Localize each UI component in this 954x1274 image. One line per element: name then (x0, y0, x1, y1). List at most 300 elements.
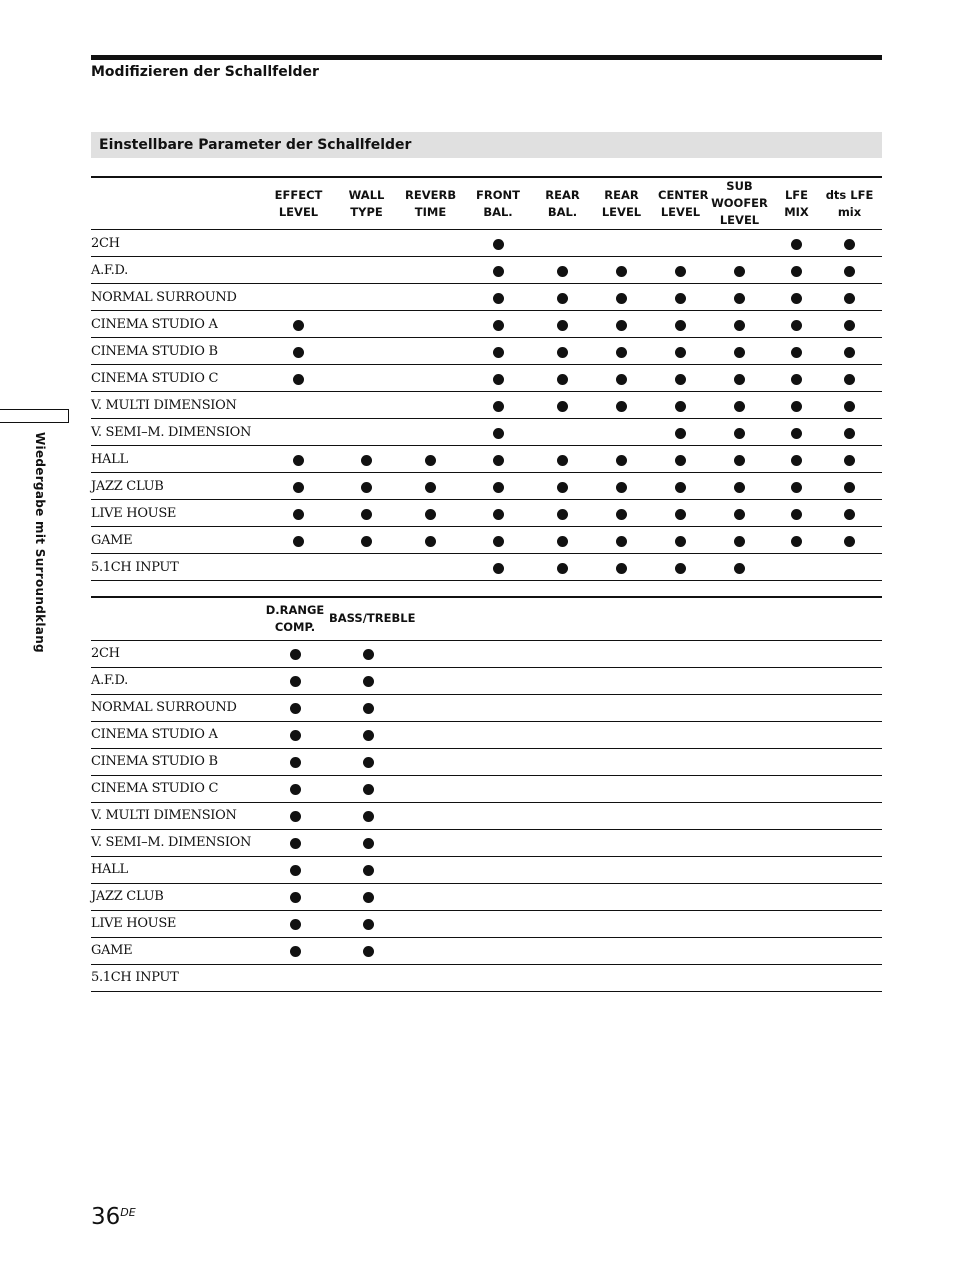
filled-circle-icon (290, 676, 301, 687)
subheader-title: Einstellbare Parameter der Schallfelder (99, 137, 412, 153)
mark-cell (703, 419, 776, 446)
filled-circle-icon (675, 482, 686, 493)
column-header: CENTER LEVEL (658, 177, 703, 230)
filled-circle-icon (616, 320, 627, 331)
filled-circle-icon (290, 892, 301, 903)
filled-circle-icon (791, 428, 802, 439)
mark-cell (658, 284, 703, 311)
filled-circle-icon (293, 320, 304, 331)
mark-cell (328, 338, 405, 365)
row-label: GAME (91, 527, 269, 554)
spacer-cell (407, 721, 882, 748)
table-row (91, 721, 882, 748)
filled-circle-icon (361, 482, 372, 493)
filled-circle-icon (293, 536, 304, 547)
mark-cell (658, 473, 703, 500)
mark-cell (328, 473, 405, 500)
filled-circle-icon (616, 401, 627, 412)
filled-circle-icon (734, 536, 745, 547)
mark-cell (329, 856, 407, 883)
filled-circle-icon (734, 266, 745, 277)
spacer-cell (407, 829, 882, 856)
mark-cell (658, 527, 703, 554)
column-header: WALL TYPE (328, 177, 405, 230)
mark-cell (261, 937, 329, 964)
mark-cell (817, 230, 882, 257)
filled-circle-icon (293, 482, 304, 493)
mark-cell (261, 640, 329, 667)
filled-circle-icon (791, 536, 802, 547)
mark-cell (328, 311, 405, 338)
filled-circle-icon (361, 536, 372, 547)
table-row (91, 284, 882, 311)
mark-cell (817, 473, 882, 500)
parameter-table-1 (91, 176, 882, 581)
filled-circle-icon (363, 865, 374, 876)
filled-circle-icon (493, 428, 504, 439)
filled-circle-icon (493, 509, 504, 520)
row-label: NORMAL SURROUND (91, 284, 269, 311)
mark-cell (456, 365, 540, 392)
table-row (91, 311, 882, 338)
mark-cell (703, 500, 776, 527)
filled-circle-icon (557, 293, 568, 304)
filled-circle-icon (616, 482, 627, 493)
mark-cell (540, 284, 585, 311)
mark-cell (776, 473, 817, 500)
filled-circle-icon (675, 509, 686, 520)
mark-cell (776, 446, 817, 473)
filled-circle-icon (425, 509, 436, 520)
mark-cell (328, 230, 405, 257)
filled-circle-icon (290, 838, 301, 849)
page-number-value: 36 (91, 1204, 121, 1230)
filled-circle-icon (844, 536, 855, 547)
mark-cell (540, 392, 585, 419)
mark-cell (540, 554, 585, 581)
row-label: LIVE HOUSE (91, 910, 261, 937)
mark-cell (405, 365, 456, 392)
table-row (91, 775, 882, 802)
mark-cell (817, 554, 882, 581)
filled-circle-icon (493, 536, 504, 547)
mark-cell (405, 500, 456, 527)
filled-circle-icon (293, 374, 304, 385)
mark-cell (269, 392, 328, 419)
column-header: FRONT BAL. (456, 177, 540, 230)
filled-circle-icon (363, 730, 374, 741)
table-row (91, 856, 882, 883)
spacer-cell (407, 694, 882, 721)
row-label: V. SEMI–M. DIMENSION (91, 419, 269, 446)
filled-circle-icon (290, 946, 301, 957)
table-row (91, 257, 882, 284)
mark-cell (261, 829, 329, 856)
filled-circle-icon (493, 374, 504, 385)
filled-circle-icon (493, 320, 504, 331)
spacer-cell (407, 802, 882, 829)
filled-circle-icon (844, 239, 855, 250)
mark-cell (261, 964, 329, 991)
filled-circle-icon (557, 563, 568, 574)
row-label: 2CH (91, 640, 261, 667)
table-row (91, 694, 882, 721)
row-label: JAZZ CLUB (91, 883, 261, 910)
filled-circle-icon (844, 374, 855, 385)
spacer-cell (407, 883, 882, 910)
row-label: CINEMA STUDIO C (91, 775, 261, 802)
mark-cell (328, 257, 405, 284)
filled-circle-icon (734, 482, 745, 493)
mark-cell (328, 419, 405, 446)
mark-cell (776, 392, 817, 419)
mark-cell (405, 419, 456, 446)
header-spacer (407, 597, 882, 640)
mark-cell (261, 748, 329, 775)
section-title: Modifizieren der Schallfelder (91, 64, 319, 80)
mark-cell (328, 554, 405, 581)
table-row (91, 446, 882, 473)
filled-circle-icon (734, 563, 745, 574)
filled-circle-icon (675, 347, 686, 358)
row-label: CINEMA STUDIO C (91, 365, 269, 392)
filled-circle-icon (791, 293, 802, 304)
filled-circle-icon (734, 401, 745, 412)
mark-cell (658, 392, 703, 419)
filled-circle-icon (293, 509, 304, 520)
mark-cell (269, 419, 328, 446)
filled-circle-icon (675, 428, 686, 439)
mark-cell (658, 500, 703, 527)
mark-cell (269, 554, 328, 581)
mark-cell (269, 311, 328, 338)
mark-cell (585, 527, 658, 554)
filled-circle-icon (363, 946, 374, 957)
filled-circle-icon (363, 784, 374, 795)
row-label: JAZZ CLUB (91, 473, 269, 500)
mark-cell (456, 392, 540, 419)
filled-circle-icon (493, 455, 504, 466)
column-header: BASS/TREBLE (329, 597, 407, 640)
table-row (91, 640, 882, 667)
mark-cell (456, 446, 540, 473)
filled-circle-icon (290, 919, 301, 930)
mark-cell (456, 284, 540, 311)
filled-circle-icon (844, 293, 855, 304)
mark-cell (540, 527, 585, 554)
row-label: CINEMA STUDIO A (91, 311, 269, 338)
mark-cell (540, 311, 585, 338)
filled-circle-icon (363, 838, 374, 849)
mark-cell (329, 964, 407, 991)
table-header-row (91, 177, 882, 230)
column-header: dts LFE mix (817, 177, 882, 230)
mark-cell (405, 338, 456, 365)
mark-cell (585, 419, 658, 446)
mark-cell (658, 257, 703, 284)
spacer-cell (407, 937, 882, 964)
mark-cell (329, 910, 407, 937)
mark-cell (658, 419, 703, 446)
mark-cell (585, 473, 658, 500)
filled-circle-icon (363, 919, 374, 930)
row-label: HALL (91, 856, 261, 883)
mark-cell (405, 311, 456, 338)
filled-circle-icon (675, 401, 686, 412)
filled-circle-icon (363, 757, 374, 768)
filled-circle-icon (675, 455, 686, 466)
filled-circle-icon (791, 509, 802, 520)
mark-cell (658, 338, 703, 365)
row-label: NORMAL SURROUND (91, 694, 261, 721)
row-label: GAME (91, 937, 261, 964)
filled-circle-icon (557, 374, 568, 385)
filled-circle-icon (616, 536, 627, 547)
filled-circle-icon (734, 347, 745, 358)
filled-circle-icon (844, 320, 855, 331)
mark-cell (456, 311, 540, 338)
mark-cell (329, 667, 407, 694)
table-row (91, 527, 882, 554)
spacer-cell (407, 748, 882, 775)
mark-cell (405, 392, 456, 419)
filled-circle-icon (616, 293, 627, 304)
filled-circle-icon (675, 536, 686, 547)
mark-cell (776, 338, 817, 365)
filled-circle-icon (363, 892, 374, 903)
mark-cell (540, 257, 585, 284)
mark-cell (269, 230, 328, 257)
mark-cell (269, 446, 328, 473)
mark-cell (269, 338, 328, 365)
table-row (91, 338, 882, 365)
filled-circle-icon (844, 428, 855, 439)
mark-cell (328, 392, 405, 419)
table-row (91, 667, 882, 694)
row-label: 5.1CH INPUT (91, 964, 261, 991)
table-row (91, 883, 882, 910)
filled-circle-icon (493, 401, 504, 412)
mark-cell (405, 554, 456, 581)
table-row (91, 500, 882, 527)
filled-circle-icon (675, 374, 686, 385)
mark-cell (817, 311, 882, 338)
filled-circle-icon (493, 482, 504, 493)
filled-circle-icon (425, 455, 436, 466)
mark-cell (817, 392, 882, 419)
column-header: REVERB TIME (405, 177, 456, 230)
filled-circle-icon (290, 811, 301, 822)
table-row (91, 964, 882, 991)
table-row (91, 802, 882, 829)
filled-circle-icon (734, 428, 745, 439)
filled-circle-icon (734, 455, 745, 466)
mark-cell (817, 500, 882, 527)
page-number-suffix: DE (120, 1206, 136, 1219)
mark-cell (703, 392, 776, 419)
mark-cell (261, 721, 329, 748)
filled-circle-icon (844, 401, 855, 412)
filled-circle-icon (734, 293, 745, 304)
mark-cell (405, 284, 456, 311)
mark-cell (456, 230, 540, 257)
mark-cell (817, 446, 882, 473)
row-label: 2CH (91, 230, 269, 257)
mark-cell (329, 775, 407, 802)
table-row (91, 473, 882, 500)
mark-cell (776, 527, 817, 554)
mark-cell (261, 856, 329, 883)
mark-cell (269, 365, 328, 392)
mark-cell (261, 775, 329, 802)
mark-cell (329, 721, 407, 748)
mark-cell (585, 392, 658, 419)
mark-cell (456, 338, 540, 365)
mark-cell (405, 527, 456, 554)
spacer-cell (407, 775, 882, 802)
filled-circle-icon (791, 374, 802, 385)
side-tab-label: Wiedergabe mit Surroundklang (33, 432, 47, 653)
filled-circle-icon (675, 320, 686, 331)
row-label: V. MULTI DIMENSION (91, 802, 261, 829)
filled-circle-icon (290, 865, 301, 876)
row-label: LIVE HOUSE (91, 500, 269, 527)
filled-circle-icon (616, 347, 627, 358)
mark-cell (703, 554, 776, 581)
mark-cell (703, 311, 776, 338)
filled-circle-icon (363, 703, 374, 714)
filled-circle-icon (493, 563, 504, 574)
mark-cell (658, 230, 703, 257)
mark-cell (776, 554, 817, 581)
mark-cell (269, 284, 328, 311)
filled-circle-icon (616, 563, 627, 574)
filled-circle-icon (425, 482, 436, 493)
filled-circle-icon (493, 239, 504, 250)
mark-cell (405, 257, 456, 284)
mark-cell (776, 365, 817, 392)
filled-circle-icon (290, 703, 301, 714)
mark-cell (456, 554, 540, 581)
mark-cell (329, 748, 407, 775)
mark-cell (261, 802, 329, 829)
row-label: A.F.D. (91, 667, 261, 694)
mark-cell (269, 500, 328, 527)
mark-cell (261, 694, 329, 721)
filled-circle-icon (363, 811, 374, 822)
table-row (91, 748, 882, 775)
mark-cell (703, 527, 776, 554)
filled-circle-icon (844, 482, 855, 493)
mark-cell (329, 829, 407, 856)
column-header: EFFECT LEVEL (269, 177, 328, 230)
mark-cell (329, 802, 407, 829)
mark-cell (456, 473, 540, 500)
filled-circle-icon (675, 563, 686, 574)
table-header-row (91, 597, 882, 640)
table-row (91, 829, 882, 856)
mark-cell (540, 473, 585, 500)
mark-cell (776, 284, 817, 311)
column-header: REAR BAL. (540, 177, 585, 230)
row-label: CINEMA STUDIO B (91, 338, 269, 365)
table-row (91, 910, 882, 937)
mark-cell (261, 883, 329, 910)
mark-cell (540, 365, 585, 392)
mark-cell (703, 338, 776, 365)
mark-cell (817, 527, 882, 554)
mark-cell (585, 365, 658, 392)
mark-cell (329, 640, 407, 667)
filled-circle-icon (791, 401, 802, 412)
mark-cell (658, 365, 703, 392)
filled-circle-icon (363, 649, 374, 660)
mark-cell (328, 500, 405, 527)
filled-circle-icon (844, 509, 855, 520)
mark-cell (585, 554, 658, 581)
mark-cell (540, 230, 585, 257)
filled-circle-icon (791, 455, 802, 466)
filled-circle-icon (616, 266, 627, 277)
mark-cell (328, 365, 405, 392)
table-row (91, 419, 882, 446)
row-label: CINEMA STUDIO B (91, 748, 261, 775)
mark-cell (269, 473, 328, 500)
mark-cell (540, 446, 585, 473)
spacer-cell (407, 964, 882, 991)
mark-cell (776, 500, 817, 527)
mark-cell (329, 883, 407, 910)
table-body (91, 230, 882, 581)
mark-cell (456, 419, 540, 446)
table-row (91, 230, 882, 257)
mark-cell (269, 527, 328, 554)
filled-circle-icon (557, 266, 568, 277)
filled-circle-icon (290, 757, 301, 768)
mark-cell (329, 937, 407, 964)
filled-circle-icon (493, 266, 504, 277)
mark-cell (540, 338, 585, 365)
mark-cell (405, 230, 456, 257)
mark-cell (776, 257, 817, 284)
mark-cell (585, 311, 658, 338)
mark-cell (261, 667, 329, 694)
filled-circle-icon (361, 509, 372, 520)
filled-circle-icon (791, 266, 802, 277)
row-label: CINEMA STUDIO A (91, 721, 261, 748)
mark-cell (817, 365, 882, 392)
table-row (91, 554, 882, 581)
filled-circle-icon (557, 509, 568, 520)
filled-circle-icon (557, 536, 568, 547)
filled-circle-icon (791, 320, 802, 331)
mark-cell (703, 365, 776, 392)
mark-cell (776, 230, 817, 257)
filled-circle-icon (557, 482, 568, 493)
mark-cell (585, 230, 658, 257)
row-label: HALL (91, 446, 269, 473)
filled-circle-icon (493, 293, 504, 304)
row-label: V. MULTI DIMENSION (91, 392, 269, 419)
filled-circle-icon (493, 347, 504, 358)
spacer-cell (407, 856, 882, 883)
filled-circle-icon (734, 509, 745, 520)
mark-cell (658, 554, 703, 581)
mark-cell (328, 284, 405, 311)
mark-cell (456, 500, 540, 527)
filled-circle-icon (293, 347, 304, 358)
top-rule (91, 55, 882, 60)
